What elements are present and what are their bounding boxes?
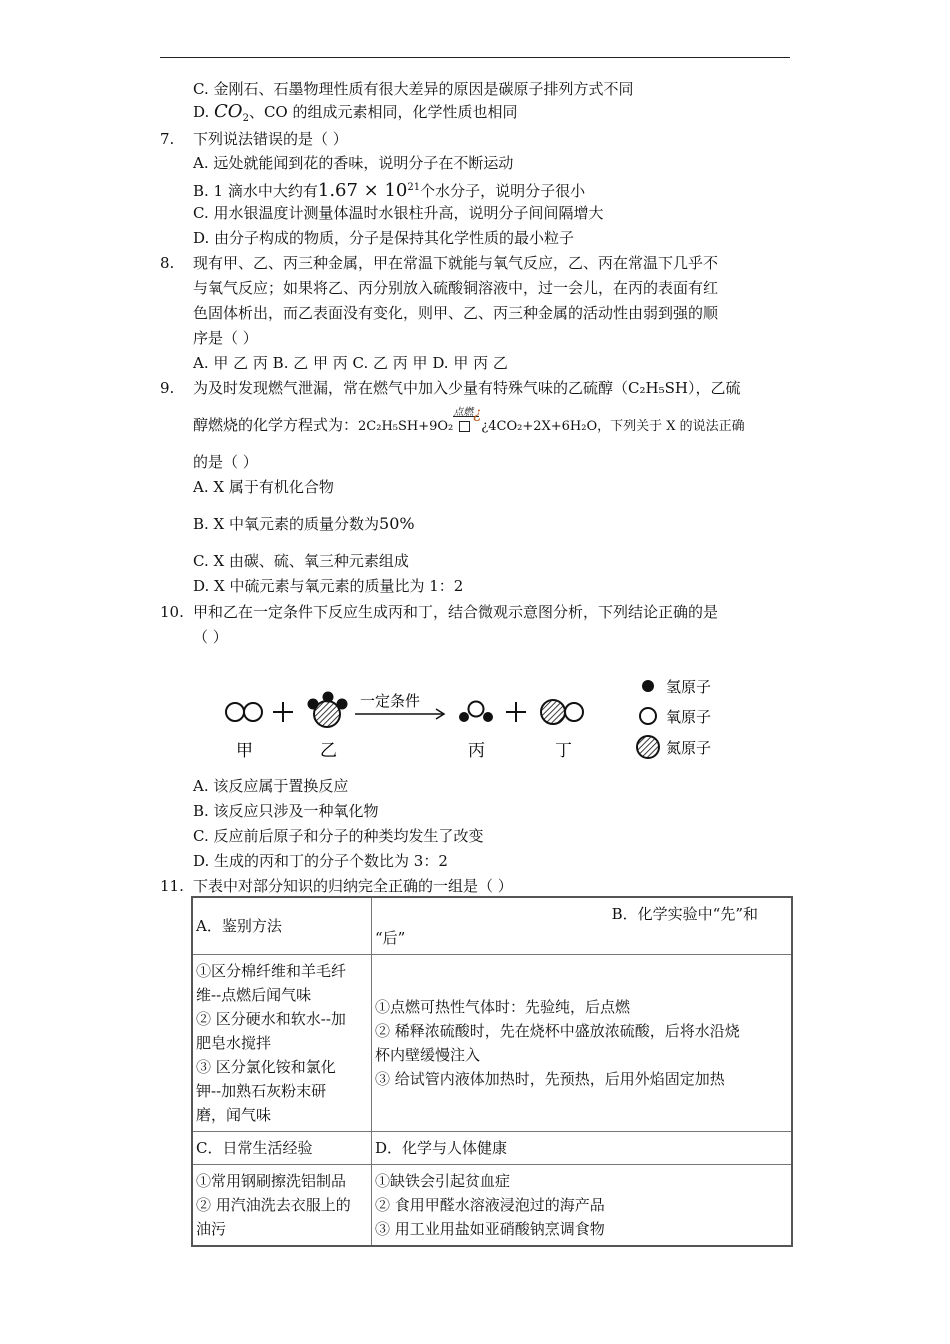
legend-oxygen: 氧原子 (666, 708, 712, 726)
q9-stem-line2 (193, 404, 745, 437)
table-row (192, 897, 792, 955)
cell-a-items[interactable] (192, 955, 372, 1132)
cell-d-header[interactable]: D．化学与人体健康 (372, 1132, 793, 1165)
plus-sign-1 (273, 702, 293, 722)
q7-option-b-pre: B. 1 滴水中大约有 (193, 182, 318, 200)
q7-stem: 下列说法错误的是（ ） (193, 130, 348, 148)
q7-option-a[interactable]: A. 远处就能闻到花的香味，说明分子在不断运动 (193, 154, 514, 172)
garbled-glyph: ¿ (473, 404, 482, 422)
label-bing: 丙 (468, 741, 485, 761)
q11-number: 11. (160, 877, 184, 895)
list-item: ② 用汽油洗去衣服上的 (196, 1196, 351, 1214)
q7-number: 7. (160, 130, 175, 148)
legend-nitrogen: 氮原子 (666, 739, 712, 757)
list-item: 杯内壁缓慢注入 (375, 1046, 481, 1064)
cell-b-items[interactable] (372, 955, 793, 1132)
list-item: ③ 用工业用盐如亚硝酸钠烹调食物 (375, 1220, 605, 1238)
q10-stem-line2: （ ） (193, 628, 228, 646)
list-item: ①常用钢刷擦洗铝制品 (196, 1172, 347, 1190)
list-item: 磨，闻气味 (196, 1106, 272, 1124)
q10-option-b[interactable]: B. 该反应只涉及一种氧化物 (193, 802, 379, 820)
q8-options[interactable]: A. 甲 乙 丙 B. 乙 甲 丙 C. 乙 丙 甲 D. 甲 丙 乙 (193, 354, 508, 372)
q7-option-b-exponent: 21 (407, 182, 421, 193)
q9-option-b-pre: B. X 中氧元素的质量分数为 (193, 515, 380, 533)
q10-option-d[interactable]: D. 生成的丙和丁的分子个数比为 3：2 (193, 852, 448, 870)
q9-option-d[interactable]: D. X 中硫元素与氧元素的质量比为 1：2 (193, 577, 464, 595)
label-ding: 丁 (555, 741, 572, 761)
q9-number: 9. (160, 379, 175, 397)
list-item: ② 食用甲醛水溶液浸泡过的海产品 (375, 1196, 605, 1214)
q6-option-d[interactable] (193, 102, 517, 129)
cell-c-header[interactable]: C．日常生活经验 (192, 1132, 372, 1165)
q7-option-d[interactable]: D. 由分子构成的物质，分子是保持其化学性质的最小粒子 (193, 229, 575, 247)
plus-sign-2 (506, 702, 526, 722)
cell-a-header[interactable]: A．鉴别方法 (192, 897, 372, 955)
label-jia: 甲 (236, 741, 253, 761)
header-rule (160, 57, 790, 58)
q9-equation-left: 2C₂H₅SH+9O₂ (358, 419, 454, 434)
q8-stem-line3: 色固体析出，而乙表面没有变化，则甲、乙、丙三种金属的活动性由弱到强的顺 (193, 304, 719, 322)
q9-option-b[interactable] (193, 514, 415, 534)
knowledge-table (191, 896, 793, 1247)
q8-number: 8. (160, 254, 175, 272)
reaction-arrow (355, 709, 444, 719)
q8-stem-line2: 与氧气反应；如果将乙、丙分别放入硫酸铜溶液中，过一会儿，在丙的表面有红 (193, 279, 719, 297)
q7-option-c[interactable]: C. 用水银温度计测量体温时水银柱升高，说明分子间间隔增大 (193, 204, 604, 222)
q9-stem-line3: 的是（ ） (193, 453, 258, 471)
q6-option-d-text: 、CO 的组成元素相同，化学性质也相同 (248, 103, 518, 121)
co2-formula: CO (214, 101, 243, 122)
q10-option-c[interactable]: C. 反应前后原子和分子的种类均发生了改变 (193, 827, 484, 845)
cell-b-header[interactable] (372, 897, 793, 955)
legend-hydrogen: 氢原子 (666, 678, 712, 696)
q7-option-b-number: 1.67 × 10 (317, 180, 408, 201)
list-item: ③ 区分氯化铵和氯化 (196, 1058, 336, 1076)
cell-c-items[interactable] (192, 1165, 372, 1247)
cell-d-items[interactable] (372, 1165, 793, 1247)
q6-option-c[interactable]: C. 金刚石、石墨物理性质有很大差异的原因是碳原子排列方式不同 (193, 80, 634, 98)
list-item: ③ 给试管内液体加热时，先预热，后用外焰固定加热 (375, 1070, 725, 1088)
list-item: 钾--加熟石灰粉末研 (196, 1082, 327, 1100)
q10-option-a[interactable]: A. 该反应属于置换反应 (193, 777, 349, 795)
q9-stem-line2-text: 醇燃烧的化学方程式为： (193, 416, 359, 434)
molecule-bing (459, 702, 493, 723)
list-item: 油污 (196, 1220, 227, 1238)
q10-stem-line1: 甲和乙在一定条件下反应生成丙和丁，结合微观示意图分析，下列结论正确的是 (193, 603, 719, 621)
list-item: ② 稀释浓硫酸时，先在烧杯中盛放浓硫酸，后将水沿烧 (375, 1022, 740, 1040)
list-item: ①点燃可热性气体时：先验纯，后点燃 (375, 998, 631, 1016)
q7-option-b[interactable] (193, 178, 585, 201)
q9-equation-right: ¿4CO₂+2X+6H₂O，下列关于 X 的说法正确 (481, 419, 745, 434)
hydrogen-atom-icon (642, 680, 654, 692)
list-item: 维--点燃后闻气味 (196, 986, 312, 1004)
placeholder-box-icon (459, 421, 470, 432)
q7-option-b-post: 个水分子，说明分子很小 (420, 182, 586, 200)
list-item: 肥皂水搅拌 (196, 1034, 272, 1052)
q10-number: 10. (160, 603, 184, 621)
molecule-yi (308, 692, 348, 728)
table-row (192, 1165, 792, 1247)
q9-option-b-value: 50% (379, 514, 415, 533)
co2-subscript: 2 (242, 113, 249, 124)
molecule-ding (541, 700, 583, 724)
q9-stem-line1: 为及时发现燃气泄漏，常在燃气中加入少量有特殊气味的乙硫醇（C₂H₅SH），乙硫 (193, 379, 741, 397)
condition-label: 点燃 (453, 407, 474, 418)
table-row (192, 955, 792, 1132)
table-row (192, 1132, 792, 1165)
q11-stem: 下表中对部分知识的归纳完全正确的一组是（ ） (193, 877, 513, 895)
reaction-diagram (210, 668, 750, 770)
molecule-jia (226, 703, 262, 721)
oxygen-atom-icon (640, 708, 656, 724)
label-yi: 乙 (320, 741, 337, 761)
legend (637, 678, 711, 758)
q6-option-d-label: D. (193, 103, 215, 121)
list-item: ①缺铁会引起贫血症 (375, 1172, 511, 1190)
q9-equation-condition (453, 404, 482, 437)
b-header-line1: B．化学实验中“先”和 (611, 905, 758, 923)
condition-text: 一定条件 (360, 692, 421, 710)
nitrogen-atom-icon (637, 736, 659, 758)
q8-stem-line4: 序是（ ） (193, 329, 258, 347)
q9-option-a[interactable]: A. X 属于有机化合物 (193, 478, 334, 496)
list-item: ①区分棉纤维和羊毛纤 (196, 962, 347, 980)
q8-stem-line1: 现有甲、乙、丙三种金属，甲在常温下就能与氧气反应，乙、丙在常温下几乎不 (193, 254, 719, 272)
q9-option-c[interactable]: C. X 由碳、硫、氧三种元素组成 (193, 552, 409, 570)
b-header-line2: “后” (375, 929, 406, 947)
list-item: ② 区分硬水和软水--加 (196, 1010, 346, 1028)
